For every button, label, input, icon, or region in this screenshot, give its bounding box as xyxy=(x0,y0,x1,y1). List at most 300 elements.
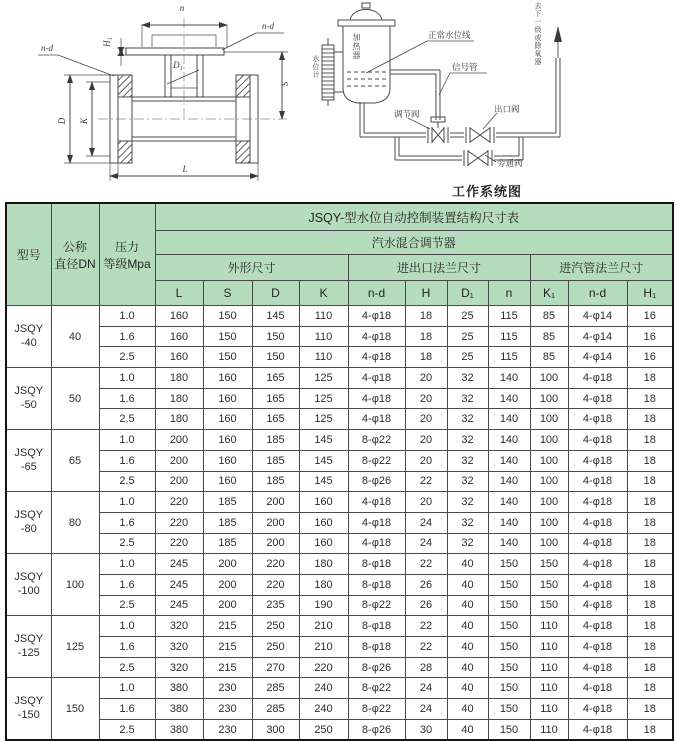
cell-value: 8-φ22 xyxy=(348,678,405,699)
cell-value: 110 xyxy=(530,678,568,699)
table-row xyxy=(6,326,673,347)
cell-value: 4-φ18 xyxy=(348,492,405,513)
cell-value: 8-φ22 xyxy=(348,595,405,616)
cell-value: 140 xyxy=(488,492,530,513)
cell-value: 40 xyxy=(447,657,488,678)
heater-label: 加热器 xyxy=(352,33,361,60)
cell-value: 4-φ18 xyxy=(568,616,627,637)
cell-model xyxy=(6,368,51,430)
dn-header-line2: 直径DN xyxy=(54,256,96,271)
cell-value: 160 xyxy=(203,450,252,471)
cell-value: 230 xyxy=(203,699,252,720)
cell-value: 165 xyxy=(252,409,299,430)
cell-value: 85 xyxy=(530,326,568,347)
cell-value: 100 xyxy=(530,533,568,554)
model-line1: JSQY xyxy=(14,384,44,397)
group-header-steam-flange: 进汽管法兰尺寸 xyxy=(530,255,673,281)
cell-value: 245 xyxy=(155,595,203,616)
col-header-K: K xyxy=(299,281,348,306)
col-header-model: 型号 xyxy=(6,203,51,306)
dim-label-d1: D₁ xyxy=(173,60,183,70)
spec-table xyxy=(5,202,674,741)
dim-label-l: L xyxy=(182,164,188,174)
cell-value: 40 xyxy=(447,678,488,699)
cell-value: 4-φ18 xyxy=(348,512,405,533)
cell-value: 4-φ18 xyxy=(348,388,405,409)
cell-value: 32 xyxy=(447,368,488,389)
system-diagram xyxy=(322,3,562,167)
cell-value: 18 xyxy=(627,554,673,575)
cell-value: 160 xyxy=(299,533,348,554)
cell-value: 150 xyxy=(488,595,530,616)
cell-value: 40 xyxy=(447,574,488,595)
table-row xyxy=(6,347,673,368)
cell-value: 32 xyxy=(447,430,488,451)
bypass-valve-label: 旁通阀 xyxy=(497,158,523,168)
cell-value: 4-φ18 xyxy=(568,637,627,658)
col-header-L: L xyxy=(155,281,203,306)
dim-label-nd-top: n-d xyxy=(262,21,274,31)
cell-value: 150 xyxy=(488,574,530,595)
table-row xyxy=(6,492,673,513)
cell-value: 18 xyxy=(627,657,673,678)
cell-value: 250 xyxy=(299,719,348,740)
cell-model xyxy=(6,306,51,368)
cell-value: 125 xyxy=(299,368,348,389)
signal-pipe-label: 信号管 xyxy=(452,62,478,72)
cell-value: 160 xyxy=(299,492,348,513)
cell-value: 320 xyxy=(155,616,203,637)
cell-value: 100 xyxy=(530,492,568,513)
cell-value: 140 xyxy=(488,533,530,554)
cell-value: 85 xyxy=(530,347,568,368)
cell-value: 140 xyxy=(488,512,530,533)
cell-value: 220 xyxy=(155,533,203,554)
cell-value: 160 xyxy=(203,388,252,409)
cell-value: 25 xyxy=(447,326,488,347)
col-header-nd1: n-d xyxy=(348,281,405,306)
cell-value: 18 xyxy=(627,678,673,699)
cell-value: 215 xyxy=(203,637,252,658)
cell-value: 160 xyxy=(203,471,252,492)
cell-value: 4-φ18 xyxy=(348,533,405,554)
cell-value: 220 xyxy=(299,657,348,678)
cell-value: 150 xyxy=(252,326,299,347)
cell-model xyxy=(6,492,51,554)
cell-value: 165 xyxy=(252,368,299,389)
cell-dn: 125 xyxy=(51,616,99,678)
to-next-stage-label: 去下一级或除氧器 xyxy=(534,2,541,66)
cell-value: 18 xyxy=(627,699,673,720)
cell-value: 245 xyxy=(155,574,203,595)
cell-value: 200 xyxy=(203,574,252,595)
cell-value: 22 xyxy=(405,471,447,492)
model-line1: JSQY xyxy=(14,508,44,521)
cell-value: 22 xyxy=(405,554,447,575)
cell-value: 200 xyxy=(155,430,203,451)
cell-value: 150 xyxy=(203,306,252,327)
cell-value: 8-φ18 xyxy=(348,554,405,575)
col-header-D: D xyxy=(252,281,299,306)
table-row xyxy=(6,574,673,595)
cell-value: 4-φ18 xyxy=(348,306,405,327)
cell-value: 4-φ18 xyxy=(568,512,627,533)
cell-value: 240 xyxy=(299,699,348,720)
cell-value: 160 xyxy=(203,368,252,389)
table-row xyxy=(6,678,673,699)
cell-pressure: 1.6 xyxy=(99,699,155,720)
cell-value: 380 xyxy=(155,719,203,740)
cell-value: 8-φ18 xyxy=(348,637,405,658)
cell-value: 220 xyxy=(155,492,203,513)
regulator-dimension-drawing xyxy=(38,18,288,181)
cell-value: 22 xyxy=(405,637,447,658)
cell-value: 150 xyxy=(488,637,530,658)
cell-value: 215 xyxy=(203,616,252,637)
table-row xyxy=(6,388,673,409)
cell-value: 4-φ14 xyxy=(568,347,627,368)
cell-model xyxy=(6,616,51,678)
cell-value: 4-φ18 xyxy=(568,595,627,616)
cell-pressure: 1.0 xyxy=(99,554,155,575)
cell-value: 320 xyxy=(155,637,203,658)
cell-value: 140 xyxy=(488,450,530,471)
cell-value: 140 xyxy=(488,430,530,451)
cell-pressure: 1.0 xyxy=(99,306,155,327)
table-row xyxy=(6,533,673,554)
cell-value: 200 xyxy=(252,492,299,513)
cell-value: 140 xyxy=(488,388,530,409)
cell-model xyxy=(6,554,51,616)
cell-value: 245 xyxy=(155,554,203,575)
cell-dn: 65 xyxy=(51,430,99,492)
dim-label-nd-left: n-d xyxy=(41,43,53,53)
table-body xyxy=(6,306,673,741)
table-title-row xyxy=(6,203,673,231)
cell-value: 8-φ18 xyxy=(348,574,405,595)
cell-value: 230 xyxy=(203,678,252,699)
cell-value: 16 xyxy=(627,306,673,327)
cell-value: 110 xyxy=(530,719,568,740)
cell-value: 100 xyxy=(530,450,568,471)
cell-value: 145 xyxy=(299,471,348,492)
cell-dn: 100 xyxy=(51,554,99,616)
cell-value: 180 xyxy=(299,574,348,595)
cell-value: 8-φ26 xyxy=(348,719,405,740)
cell-value: 145 xyxy=(299,430,348,451)
cell-pressure: 1.6 xyxy=(99,637,155,658)
cell-value: 180 xyxy=(155,368,203,389)
table-row xyxy=(6,306,673,327)
table-row xyxy=(6,616,673,637)
dim-label-n: n xyxy=(179,3,185,13)
model-line2: -100 xyxy=(17,584,40,597)
cell-value: 20 xyxy=(405,430,447,451)
cell-value: 24 xyxy=(405,533,447,554)
cell-value: 160 xyxy=(155,306,203,327)
cell-value: 18 xyxy=(627,595,673,616)
cell-value: 18 xyxy=(627,637,673,658)
cell-value: 250 xyxy=(252,616,299,637)
col-header-n: n xyxy=(488,281,530,306)
cell-value: 185 xyxy=(203,512,252,533)
cell-value: 110 xyxy=(530,657,568,678)
cell-value: 150 xyxy=(203,347,252,368)
cell-value: 150 xyxy=(488,699,530,720)
cell-value: 26 xyxy=(405,574,447,595)
cell-value: 150 xyxy=(488,554,530,575)
cell-value: 40 xyxy=(447,699,488,720)
table-title: JSQY-型水位自动控制装置结构尺寸表 xyxy=(155,203,673,231)
cell-value: 18 xyxy=(627,368,673,389)
dim-label-d: D xyxy=(57,117,67,125)
cell-value: 18 xyxy=(405,347,447,368)
technical-drawings xyxy=(0,0,680,202)
cell-value: 4-φ14 xyxy=(568,306,627,327)
cell-pressure: 1.6 xyxy=(99,450,155,471)
cell-value: 4-φ18 xyxy=(348,368,405,389)
table-row xyxy=(6,699,673,720)
cell-value: 125 xyxy=(299,388,348,409)
cell-value: 150 xyxy=(530,554,568,575)
cell-value: 150 xyxy=(488,719,530,740)
cell-value: 18 xyxy=(627,409,673,430)
cell-value: 20 xyxy=(405,368,447,389)
cell-value: 160 xyxy=(155,347,203,368)
cell-value: 40 xyxy=(447,595,488,616)
cell-value: 190 xyxy=(299,595,348,616)
cell-value: 8-φ18 xyxy=(348,616,405,637)
cell-dn: 80 xyxy=(51,492,99,554)
cell-value: 18 xyxy=(627,574,673,595)
system-diagram-caption: 工作系统图 xyxy=(451,184,522,199)
col-header-D1: D₁ xyxy=(447,281,488,306)
model-line2: -65 xyxy=(20,460,37,473)
dim-label-s: S xyxy=(280,81,290,87)
cell-value: 285 xyxy=(252,699,299,720)
cell-value: 20 xyxy=(405,492,447,513)
cell-value: 200 xyxy=(203,595,252,616)
model-line2: -150 xyxy=(17,708,40,721)
cell-pressure: 1.0 xyxy=(99,368,155,389)
cell-value: 24 xyxy=(405,699,447,720)
dn-header-line1: 公称 xyxy=(62,239,87,254)
cell-value: 210 xyxy=(299,637,348,658)
model-line2: -125 xyxy=(17,646,40,659)
cell-value: 18 xyxy=(627,719,673,740)
cell-value: 85 xyxy=(530,306,568,327)
col-header-dn xyxy=(51,203,99,306)
cell-value: 25 xyxy=(447,347,488,368)
cell-value: 150 xyxy=(530,574,568,595)
col-header-nd2: n-d xyxy=(568,281,627,306)
cell-model xyxy=(6,430,51,492)
cell-value: 215 xyxy=(203,657,252,678)
cell-value: 20 xyxy=(405,450,447,471)
cell-value: 145 xyxy=(299,450,348,471)
table-row xyxy=(6,637,673,658)
cell-value: 150 xyxy=(252,347,299,368)
cell-value: 160 xyxy=(155,326,203,347)
cell-value: 110 xyxy=(299,347,348,368)
cell-value: 140 xyxy=(488,368,530,389)
cell-value: 4-φ18 xyxy=(568,533,627,554)
cell-value: 4-φ18 xyxy=(348,347,405,368)
cell-value: 32 xyxy=(447,533,488,554)
cell-pressure: 1.0 xyxy=(99,678,155,699)
cell-value: 150 xyxy=(488,616,530,637)
table-row xyxy=(6,368,673,389)
cell-value: 160 xyxy=(299,512,348,533)
cell-value: 100 xyxy=(530,471,568,492)
cell-value: 110 xyxy=(299,326,348,347)
cell-value: 4-φ18 xyxy=(568,430,627,451)
cell-value: 8-φ22 xyxy=(348,699,405,720)
cell-value: 18 xyxy=(627,430,673,451)
model-line2: -50 xyxy=(20,398,37,411)
cell-value: 200 xyxy=(155,471,203,492)
col-header-K1: K₁ xyxy=(530,281,568,306)
cell-value: 115 xyxy=(488,306,530,327)
cell-pressure: 1.6 xyxy=(99,512,155,533)
cell-value: 185 xyxy=(252,450,299,471)
cell-pressure: 2.5 xyxy=(99,471,155,492)
cell-value: 40 xyxy=(447,554,488,575)
model-line2: -40 xyxy=(20,336,37,349)
cell-value: 4-φ18 xyxy=(568,492,627,513)
cell-pressure: 2.5 xyxy=(99,533,155,554)
cell-value: 140 xyxy=(488,409,530,430)
cell-value: 25 xyxy=(447,306,488,327)
table-row xyxy=(6,595,673,616)
col-header-pressure xyxy=(99,203,155,306)
cell-value: 18 xyxy=(627,616,673,637)
group-header-inlet-outlet-flange: 进出口法兰尺寸 xyxy=(348,255,530,281)
outlet-valve-label: 出口阀 xyxy=(494,104,520,114)
cell-value: 100 xyxy=(530,388,568,409)
cell-value: 8-φ26 xyxy=(348,657,405,678)
cell-value: 110 xyxy=(530,699,568,720)
cell-value: 20 xyxy=(405,388,447,409)
dim-label-k: K xyxy=(79,117,89,125)
cell-value: 320 xyxy=(155,657,203,678)
cell-value: 200 xyxy=(203,554,252,575)
cell-value: 24 xyxy=(405,512,447,533)
cell-value: 125 xyxy=(299,409,348,430)
model-line1: JSQY xyxy=(14,695,44,708)
cell-value: 185 xyxy=(252,471,299,492)
model-line1: JSQY xyxy=(14,446,44,459)
cell-value: 270 xyxy=(252,657,299,678)
cell-pressure: 2.5 xyxy=(99,347,155,368)
cell-value: 185 xyxy=(203,492,252,513)
cell-dn: 150 xyxy=(51,678,99,741)
cell-value: 285 xyxy=(252,678,299,699)
water-gauge-label: 水位计 xyxy=(312,55,319,79)
cell-value: 160 xyxy=(203,430,252,451)
cell-value: 20 xyxy=(405,409,447,430)
cell-value: 160 xyxy=(203,409,252,430)
cell-pressure: 2.5 xyxy=(99,719,155,740)
cell-value: 4-φ18 xyxy=(568,719,627,740)
cell-value: 32 xyxy=(447,409,488,430)
cell-value: 18 xyxy=(627,492,673,513)
cell-model xyxy=(6,678,51,741)
cell-value: 220 xyxy=(252,554,299,575)
cell-value: 110 xyxy=(530,616,568,637)
cell-value: 4-φ18 xyxy=(568,678,627,699)
cell-pressure: 2.5 xyxy=(99,409,155,430)
cell-value: 100 xyxy=(530,368,568,389)
cell-value: 18 xyxy=(627,512,673,533)
cell-value: 230 xyxy=(203,719,252,740)
cell-value: 18 xyxy=(627,450,673,471)
cell-value: 18 xyxy=(405,326,447,347)
cell-value: 150 xyxy=(203,326,252,347)
cell-value: 24 xyxy=(405,678,447,699)
cell-value: 18 xyxy=(627,388,673,409)
cell-value: 110 xyxy=(299,306,348,327)
cell-value: 200 xyxy=(252,533,299,554)
cell-pressure: 1.6 xyxy=(99,574,155,595)
cell-value: 150 xyxy=(530,595,568,616)
group-header-outline: 外形尺寸 xyxy=(155,255,348,281)
cell-value: 185 xyxy=(252,430,299,451)
cell-value: 140 xyxy=(488,471,530,492)
cell-pressure: 1.6 xyxy=(99,326,155,347)
cell-value: 100 xyxy=(530,430,568,451)
cell-value: 32 xyxy=(447,512,488,533)
cell-value: 32 xyxy=(447,450,488,471)
cell-value: 210 xyxy=(299,616,348,637)
cell-value: 4-φ18 xyxy=(568,574,627,595)
cell-pressure: 2.5 xyxy=(99,657,155,678)
table-row xyxy=(6,512,673,533)
cell-value: 200 xyxy=(252,512,299,533)
cell-dn: 40 xyxy=(51,306,99,368)
cell-value: 240 xyxy=(299,678,348,699)
cell-value: 16 xyxy=(627,347,673,368)
col-header-H1: H₁ xyxy=(627,281,673,306)
cell-value: 4-φ18 xyxy=(348,409,405,430)
model-line1: JSQY xyxy=(14,322,44,335)
regulating-valve-label: 调节阀 xyxy=(394,109,420,119)
cell-value: 200 xyxy=(155,450,203,471)
cell-value: 4-φ18 xyxy=(568,699,627,720)
cell-value: 250 xyxy=(252,637,299,658)
cell-value: 28 xyxy=(405,657,447,678)
cell-value: 4-φ18 xyxy=(568,657,627,678)
cell-value: 180 xyxy=(299,554,348,575)
normal-water-level-label: 正常水位线 xyxy=(428,30,471,40)
dim-label-h1: H₁ xyxy=(102,37,112,47)
pressure-header-line2: 等级Mpa xyxy=(103,256,151,271)
col-header-H: H xyxy=(405,281,447,306)
cell-value: 165 xyxy=(252,388,299,409)
cell-value: 4-φ18 xyxy=(568,368,627,389)
cell-value: 32 xyxy=(447,388,488,409)
cell-value: 115 xyxy=(488,326,530,347)
cell-pressure: 1.0 xyxy=(99,430,155,451)
cell-value: 235 xyxy=(252,595,299,616)
cell-pressure: 1.6 xyxy=(99,388,155,409)
cell-value: 16 xyxy=(627,326,673,347)
cell-value: 180 xyxy=(155,409,203,430)
cell-value: 4-φ18 xyxy=(568,450,627,471)
cell-dn: 50 xyxy=(51,368,99,430)
table-row xyxy=(6,471,673,492)
cell-value: 4-φ18 xyxy=(568,554,627,575)
